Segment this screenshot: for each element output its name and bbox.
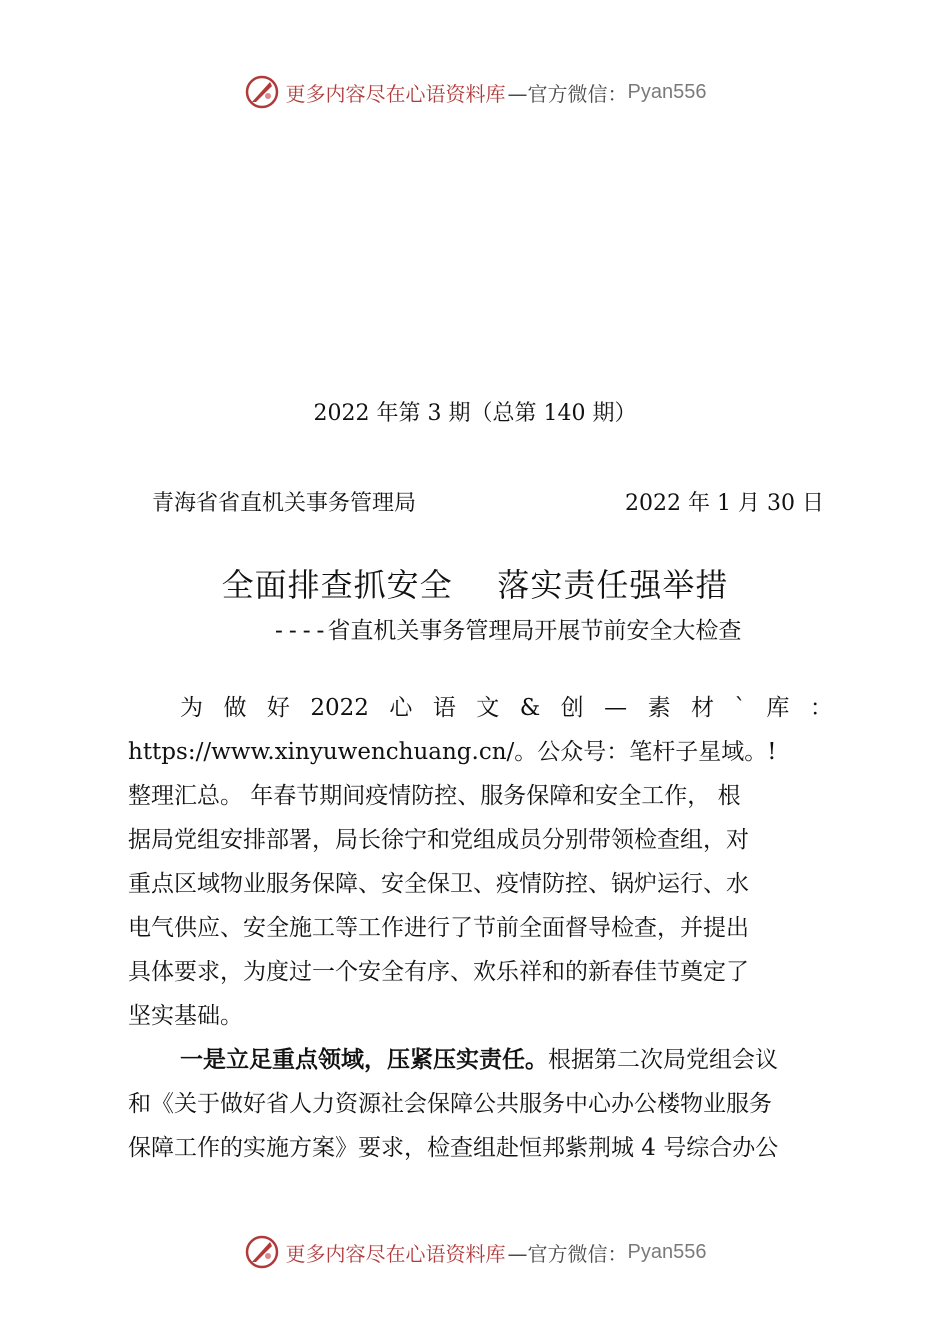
watermark-text: 更多内容尽在心语资料库 [285, 1241, 506, 1266]
publish-date: 2022 年 1 月 30 日 [625, 491, 824, 516]
paragraph-1-token: 心 [389, 695, 413, 721]
paragraph-1-line: 重点区域物业服务保障、安全保卫、疫情防控、锅炉运行、水 [128, 871, 749, 897]
paragraph-1-token: 创 [560, 695, 584, 721]
paragraph-1-line: 据局党组安排部署，局长徐宁和党组成员分别带领检查组，对 [128, 827, 749, 853]
paragraph-1-token: & [519, 695, 541, 721]
footer-watermark [0, 1232, 950, 1272]
quill-logo-icon [244, 1234, 280, 1270]
paragraph-1-token: 为 [180, 695, 203, 721]
paragraph-2-line: 和《关于做好省人力资源社会保障公共服务中心办公楼物业服务 [128, 1091, 772, 1117]
paragraph-2-line: 保障工作的实施方案》要求，检查组赴恒邦紫荆城 4 号综合办公 [128, 1135, 779, 1161]
paragraph-1-line: 整理汇总。 年春节期间疫情防控、服务保障和安全工作， 根 [128, 783, 741, 809]
paragraph-1-token: 库 [766, 695, 790, 721]
paragraph-2-rest: 根据第二次局党组会议 [548, 1047, 778, 1073]
watermark-id: Pyan556 [627, 1240, 707, 1263]
paragraph-1-token: ` [734, 695, 746, 721]
article-body [128, 686, 833, 1170]
watermark-id: Pyan556 [627, 80, 707, 103]
paragraph-1-line: 电气供应、安全施工等工作进行了节前全面督导检查，并提出 [128, 915, 749, 941]
header-watermark [0, 72, 950, 112]
paragraph-1-token: 文 [476, 695, 500, 721]
paragraph-2-first-line [128, 1038, 833, 1082]
paragraph-2-lead: 一是立足重点领域，压紧压实责任。 [180, 1046, 548, 1073]
watermark-tail: —官方微信： [507, 81, 628, 106]
paragraph-1-token: 2022 [310, 695, 369, 721]
paragraph-1-line: 具体要求，为度过一个安全有序、欢乐祥和的新春佳节奠定了 [128, 959, 749, 985]
article-subtitle: ----省直机关事务管理局开展节前安全大检查 [272, 618, 742, 644]
quill-logo-icon [244, 74, 280, 110]
paragraph-1-first-line [128, 686, 833, 730]
paragraph-1-token: — [604, 695, 628, 721]
issue-number: 2022 年第 3 期（总第 140 期） [313, 401, 637, 426]
article-title: 全面排查抓安全 落实责任强举措 [221, 566, 729, 604]
paragraph-1-token: 材 [691, 695, 715, 721]
paragraph-1-token: ： [809, 695, 833, 721]
watermark-text: 更多内容尽在心语资料库 [285, 81, 506, 106]
publisher: 青海省省直机关事务管理局 [152, 491, 417, 516]
paragraph-1-line: https://www.xinyuwenchuang.cn/。公众号：笔杆子星域。! [128, 739, 777, 765]
paragraph-1-token: 素 [647, 695, 671, 721]
watermark-tail: —官方微信： [507, 1241, 628, 1266]
paragraph-1-line: 坚实基础。 [128, 1003, 243, 1029]
paragraph-1-token: 语 [432, 695, 456, 721]
paragraph-1-token: 做 [223, 695, 247, 721]
paragraph-1-token: 好 [266, 695, 290, 721]
